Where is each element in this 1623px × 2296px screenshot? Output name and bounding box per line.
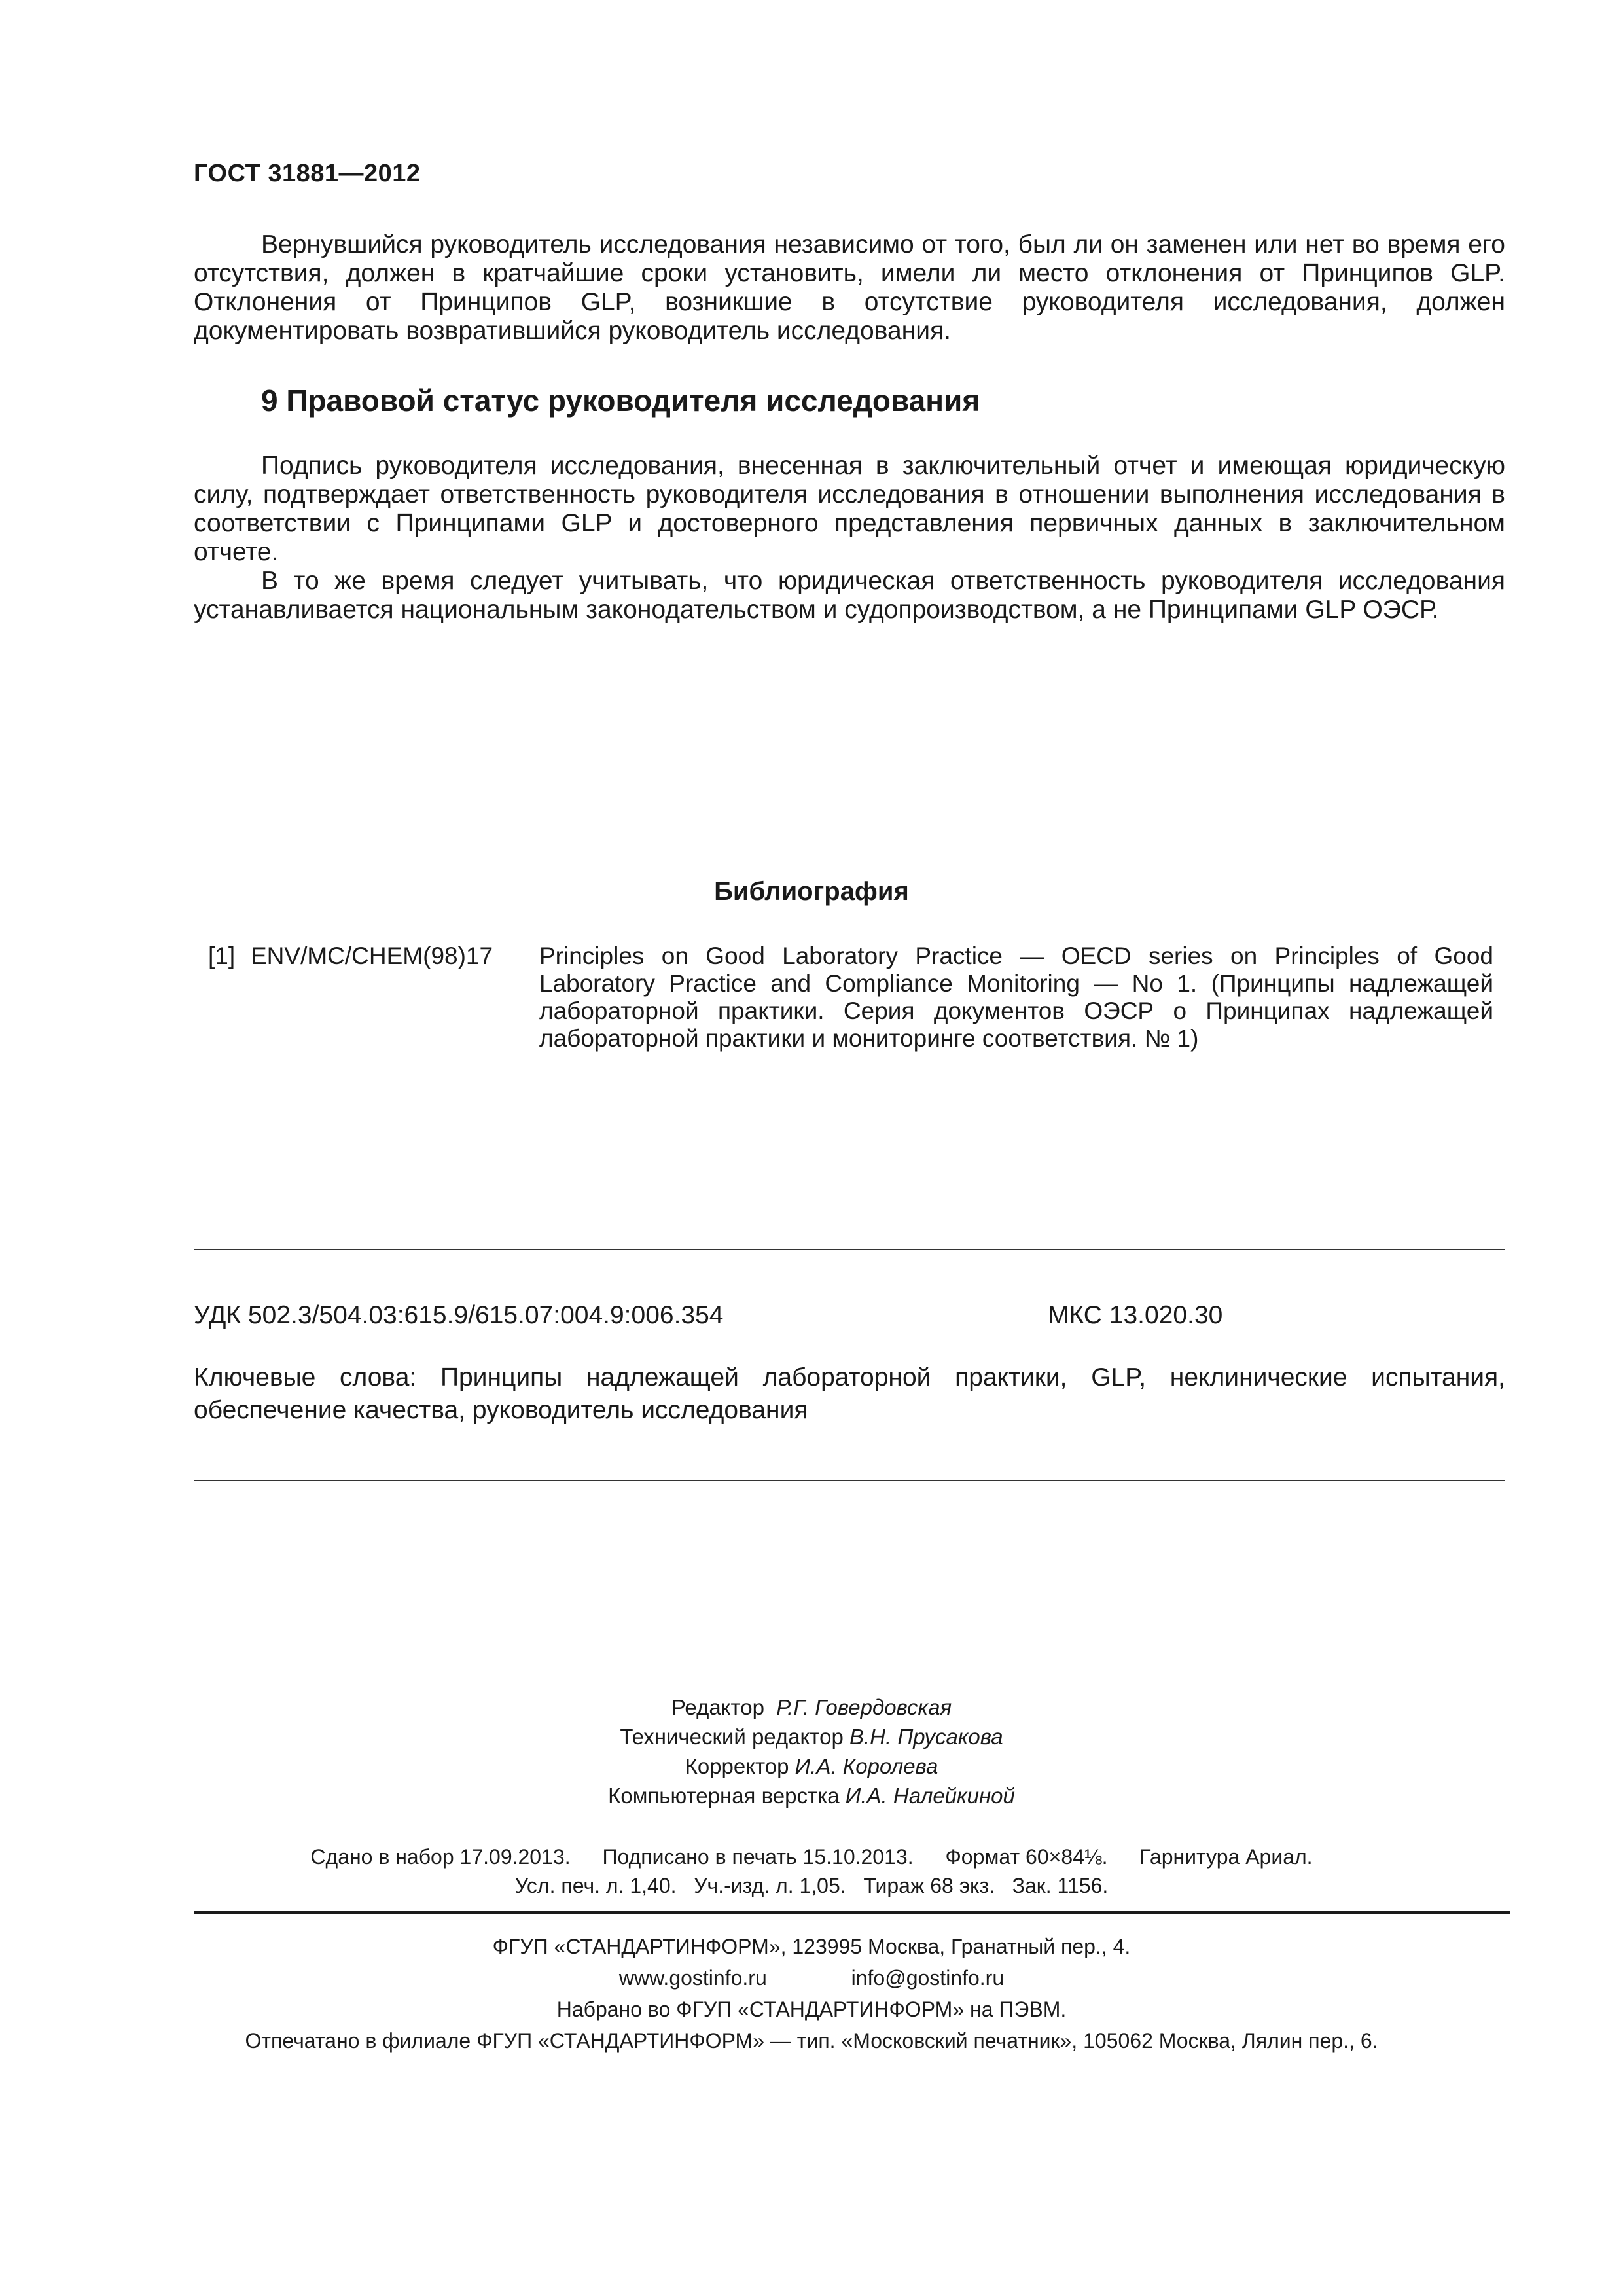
document-code: ГОСТ 31881—2012 bbox=[194, 160, 421, 187]
typeset-info: Набрано во ФГУП «СТАНДАРТИНФОРМ» на ПЭВМ. bbox=[556, 1998, 1067, 2021]
keywords: Ключевые слова: Принципы надлежащей лабораторной практики, GLP, неклинические испытания, обеспечение качества, руководитель исследования bbox=[194, 1363, 1505, 1424]
mks-code: МКС 13.020.30 bbox=[1048, 1301, 1223, 1329]
print-info bbox=[0, 1842, 1623, 1900]
credit-name: В.Н. Прусакова bbox=[849, 1725, 1003, 1749]
publisher-contacts bbox=[0, 1962, 1623, 1994]
credits-block bbox=[0, 1693, 1623, 1810]
bibliography-entry-code: ENV/MC/CHEM(98)17 bbox=[251, 942, 493, 969]
print-circulation: Тираж 68 экз. bbox=[863, 1874, 995, 1897]
publisher-email-link[interactable]: info@gostinfo.ru bbox=[851, 1966, 1005, 1990]
bibliography-entry-text: Principles on Good Laboratory Practice — OECD series on Principles of Good Laboratory Practice and Compliance Monitoring — No 1. (Принципы надлежащей лабораторной практики. Серия документов ОЭСР о Принципах надлежащей лабораторной практики и мониторинге соответствия. № 1) bbox=[539, 942, 1493, 1052]
credit-name: Р.Г. Говердовская bbox=[776, 1695, 952, 1719]
intro-paragraph bbox=[194, 230, 1505, 346]
credit-name: И.А. Королева bbox=[794, 1754, 938, 1778]
print-format: Формат 60×84⅛. bbox=[945, 1845, 1108, 1869]
section-9-paragraph-2: В то же время следует учитывать, что юридическая ответственность руководителя исследования устанавливается национальным законодательством и судопроизводством, а не Принципами GLP ОЭСР. bbox=[194, 567, 1505, 624]
print-pub-sheets: Уч.-изд. л. 1,05. bbox=[694, 1874, 846, 1897]
credit-role: Корректор bbox=[685, 1754, 789, 1778]
section-9-body bbox=[194, 452, 1505, 624]
publisher-footer bbox=[0, 1931, 1623, 2056]
credit-role: Компьютерная верстка bbox=[608, 1784, 840, 1808]
divider-bottom bbox=[194, 1911, 1510, 1914]
credit-proofreader bbox=[0, 1751, 1623, 1781]
print-sheets: Усл. печ. л. 1,40. bbox=[514, 1874, 677, 1897]
print-submitted: Сдано в набор 17.09.2013. bbox=[310, 1845, 571, 1869]
bibliography-title: Библиография bbox=[714, 877, 909, 906]
credit-role: Технический редактор bbox=[620, 1725, 844, 1749]
section-9-title: 9 Правовой статус руководителя исследования bbox=[261, 384, 980, 418]
credit-editor bbox=[0, 1693, 1623, 1722]
printed-info: Отпечатано в филиале ФГУП «СТАНДАРТИНФОРМ» — тип. «Московский печатник», 105062 Москва, Лялин пер., 6. bbox=[245, 2029, 1378, 2053]
credit-role: Редактор bbox=[671, 1695, 764, 1719]
credit-name: И.А. Налейкиной bbox=[845, 1784, 1015, 1808]
credit-layout bbox=[0, 1781, 1623, 1810]
bibliography-entry-number: [1] bbox=[208, 942, 236, 969]
print-info-line-2 bbox=[0, 1871, 1623, 1900]
publisher-address: ФГУП «СТАНДАРТИНФОРМ», 123995 Москва, Гранатный пер., 4. bbox=[492, 1935, 1131, 1958]
section-9-paragraph-1: Подпись руководителя исследования, внесенная в заключительный отчет и имеющая юридическую силу, подтверждает ответственность руководителя исследования в отношении выполнения исследования в соответствии с Принципами GLP и достоверного представления первичных данных в заключительном отчете. bbox=[194, 452, 1505, 566]
print-signed: Подписано в печать 15.10.2013. bbox=[602, 1845, 914, 1869]
print-info-line-1 bbox=[0, 1842, 1623, 1871]
print-typeface: Гарнитура Ариал. bbox=[1139, 1845, 1313, 1869]
credit-tech-editor bbox=[0, 1722, 1623, 1751]
divider-middle bbox=[194, 1480, 1505, 1481]
publisher-website-link[interactable]: www.gostinfo.ru bbox=[618, 1966, 767, 1990]
udk-code: УДК 502.3/504.03:615.9/615.07:004.9:006.354 bbox=[194, 1301, 724, 1329]
divider-top bbox=[194, 1249, 1505, 1250]
intro-paragraph-text: Вернувшийся руководитель исследования независимо от того, был ли он заменен или нет во время его отсутствия, должен в кратчайшие сроки установить, имели ли место отклонения от Принципов GLP. Отклонения от Принципов GLP, возникшие в отсутствие руководителя исследования, должен документировать возвратившийся руководитель исследования. bbox=[194, 230, 1505, 345]
print-order: Зак. 1156. bbox=[1012, 1874, 1109, 1897]
